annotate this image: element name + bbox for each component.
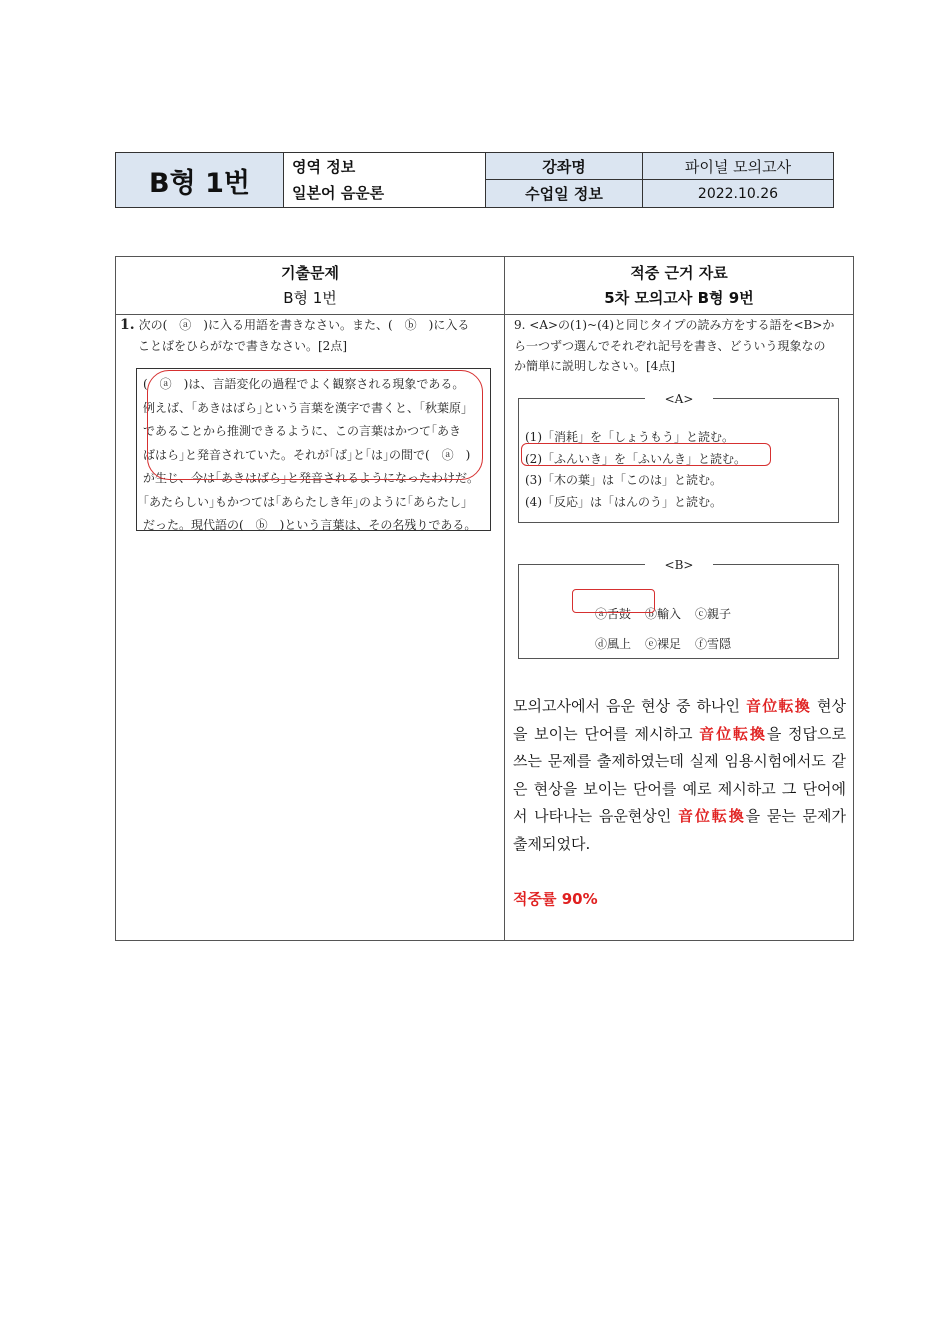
box-a-item: (1)「消耗」を「しょうもう」と読む。	[525, 430, 734, 444]
column-divider	[504, 257, 505, 940]
area-info-cell	[284, 153, 486, 207]
box-b-option: ⓕ雪隠	[695, 637, 732, 651]
hit-rate: 적중률 90%	[513, 890, 598, 908]
term-highlight: 音位転換	[699, 724, 767, 743]
explain-part-2: 현상을 보이는 단어를 제시하고	[513, 697, 846, 743]
left-column-header	[116, 257, 504, 314]
area-value: 일본어 음운론	[292, 184, 385, 202]
date-label: 수업일 정보	[486, 180, 643, 207]
question-number: 1.	[120, 317, 135, 333]
mock-question-line-3: か簡単に説明しなさい。[4点]	[514, 359, 675, 373]
date-value: 2022.10.26	[643, 180, 833, 207]
passage-line: ｢あたらしい｣もかつては｢あらたしき年｣のように｢あらたし｣	[143, 494, 468, 509]
box-b	[518, 558, 839, 659]
mock-question-line-2: ら一つずつ選んでそれぞれ記号を書き、どういう現象なの	[514, 338, 826, 353]
passage-line: であることから推測できるように、この言葉はかつて｢あき	[143, 424, 462, 438]
explanation-text	[513, 693, 846, 858]
passage-line: 例えば、｢あきはばら｣という言葉を漢字で書くと、｢秋葉原｣	[143, 400, 468, 415]
passage-line: だった。現代語の( ⓑ )という言葉は、その名残りである。	[143, 518, 477, 532]
passage-line: が生じ、今は｢あきはばら｣と発音されるようになったわけだ。	[143, 471, 480, 485]
right-subheading: 5차 모의고사 B형 9번	[604, 288, 754, 307]
question-line-2: ことばをひらがなで書きなさい。[2点]	[138, 339, 347, 353]
mock-question-line-1: 9. <A>の(1)~(4)と同じタイプの読み方をする語を<B>か	[514, 318, 835, 332]
box-a-item: (2)「ふんいき」を「ふいんき」と読む。	[525, 451, 746, 466]
box-b-caption: <B>	[645, 556, 713, 574]
box-a-item: (4)「反応」は「はんのう」と読む。	[525, 494, 722, 509]
right-heading: 적중 근거 자료	[630, 263, 728, 282]
explain-part-1: 모의고사에서 음운 현상 중 하나인	[513, 697, 746, 715]
left-heading: 기출문제	[281, 263, 339, 282]
box-b-option: ⓒ親子	[695, 607, 732, 621]
left-subheading: B형 1번	[283, 288, 337, 307]
page-title: B형 1번	[116, 153, 284, 207]
highlight-box-a	[521, 443, 771, 466]
box-a-item: (3)「木の葉」は「このは」と読む。	[525, 473, 722, 487]
area-label: 영역 정보	[292, 158, 356, 176]
box-b-option: ⓓ風上	[595, 637, 632, 651]
box-b-option: ⓔ裸足	[645, 637, 682, 651]
term-highlight: 音位転換	[677, 807, 746, 825]
term-highlight: 音位転換	[745, 697, 811, 715]
mock-question	[514, 315, 852, 377]
box-b-row-2	[595, 635, 731, 652]
passage-line: ばはら｣と発音されていた。それが｢ば｣と｢は｣の間で( ⓐ )	[143, 447, 471, 462]
box-a-caption: <A>	[645, 390, 713, 408]
question-line-1: 次の( ⓐ )に入る用語を書きなさい。また、( ⓑ )に入る	[138, 318, 470, 332]
exam-question	[120, 315, 498, 357]
explain-part-3: 을 정답으로 쓰는 문제를 출제하였는데 실제 임용시험에서도 같은 현상을 보이는 단어를 예로 제시하고 그 단어에서 나타나는 음운현상인	[513, 724, 846, 825]
highlight-box-b	[572, 589, 655, 613]
box-b-option: ⓑ輸入	[645, 607, 682, 621]
box-b-option: ⓐ舌鼓	[595, 607, 632, 621]
header-table	[115, 152, 834, 208]
explain-part-4: 을 묻는 문제가 출제되었다.	[513, 807, 846, 853]
right-column-header	[505, 257, 853, 314]
passage-line: ( ⓐ )は、言語変化の過程でよく観察される現象である。	[143, 377, 465, 391]
comparison-table	[115, 256, 854, 941]
highlight-oval	[147, 370, 483, 480]
course-value: 파이널 모의고사	[643, 153, 833, 180]
box-a-items	[525, 427, 746, 513]
course-label: 강좌명	[486, 153, 643, 180]
